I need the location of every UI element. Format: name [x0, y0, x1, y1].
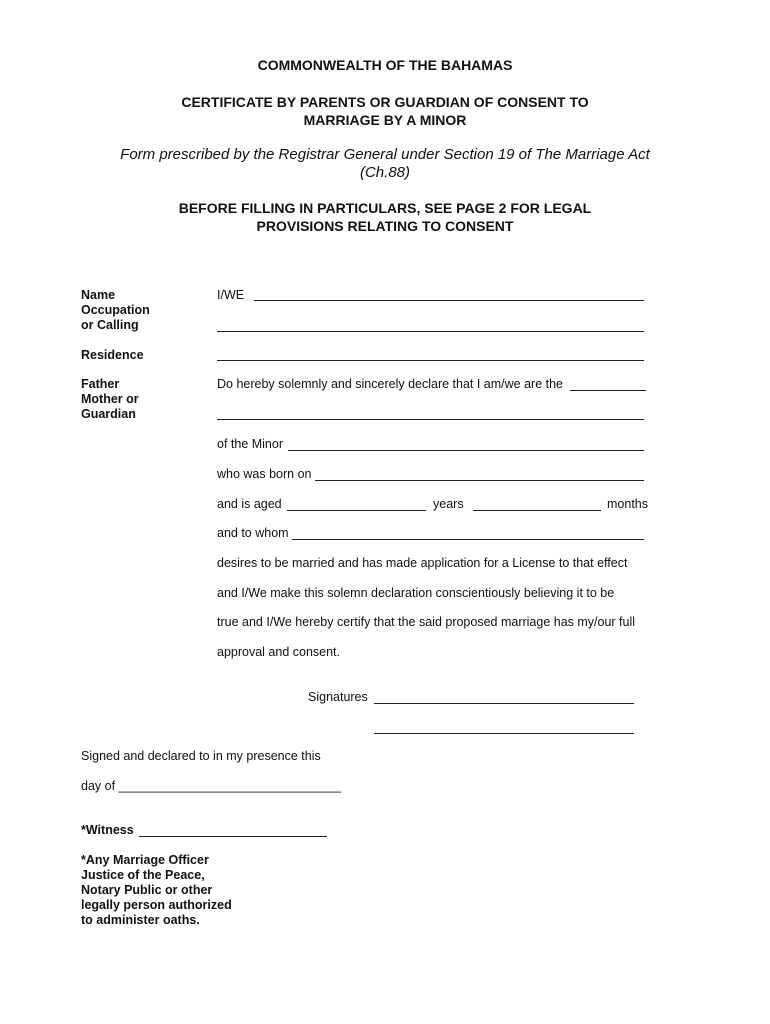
- note-line-1: *Any Marriage Officer: [81, 853, 209, 867]
- minor-name-field[interactable]: [288, 450, 644, 451]
- of-minor-label: of the Minor: [217, 437, 284, 451]
- note-line-4: legally person authorized: [81, 898, 232, 912]
- age-years-field[interactable]: [287, 510, 426, 511]
- declare-text: Do hereby solemnly and sincerely declare that I am/we are the: [217, 377, 564, 391]
- label-occupation: Occupation: [81, 303, 150, 317]
- label-mother: Mother or: [81, 392, 139, 406]
- label-father: Father: [81, 377, 120, 391]
- title-line-2: MARRIAGE BY A MINOR: [303, 112, 467, 128]
- to-whom-field[interactable]: [292, 539, 644, 540]
- para-line-2: and I/We make this solemn declaration conscientiously believing it to be: [217, 586, 615, 600]
- note-line-2: Justice of the Peace,: [81, 868, 205, 882]
- months-label: months: [607, 497, 648, 511]
- years-label: years: [433, 497, 464, 511]
- para-line-3: true and I/We hereby certify that the said proposed marriage has my/our full: [217, 615, 636, 629]
- age-months-field[interactable]: [473, 510, 601, 511]
- signature-field-2[interactable]: [374, 733, 634, 734]
- signature-field-1[interactable]: [374, 703, 634, 704]
- para-line-4: approval and consent.: [217, 645, 341, 659]
- iwe-label: I/WE: [217, 288, 245, 302]
- birth-date-field[interactable]: [315, 480, 644, 481]
- label-calling: or Calling: [81, 318, 139, 332]
- notice-line-1: BEFORE FILLING IN PARTICULARS, SEE PAGE 2 FOR LEGAL: [178, 200, 592, 216]
- to-whom-label: and to whom: [217, 526, 289, 540]
- occupation-field[interactable]: [217, 331, 644, 332]
- note-line-5: to administer oaths.: [81, 913, 200, 927]
- born-on-label: who was born on: [217, 467, 312, 481]
- aged-label: and is aged: [217, 497, 282, 511]
- notice-line-2: PROVISIONS RELATING TO CONSENT: [256, 218, 514, 234]
- note-line-3: Notary Public or other: [81, 883, 213, 897]
- relationship-field[interactable]: [570, 390, 646, 391]
- witness-label: *Witness: [81, 823, 134, 837]
- prescribed-line-2: (Ch.88): [359, 164, 411, 181]
- name-field[interactable]: [254, 300, 644, 301]
- relationship-field-2[interactable]: [217, 419, 644, 420]
- signed-declared-text: Signed and declared to in my presence this: [81, 749, 321, 763]
- label-name: Name: [81, 288, 116, 302]
- country-heading: COMMONWEALTH OF THE BAHAMAS: [257, 57, 513, 73]
- prescribed-line-1: Form prescribed by the Registrar General under Section 19 of The Marriage Act: [120, 146, 650, 163]
- para-line-1: desires to be married and has made application for a License to that effect: [217, 556, 628, 570]
- label-residence: Residence: [81, 348, 144, 362]
- title-line-1: CERTIFICATE BY PARENTS OR GUARDIAN OF CONSENT TO: [181, 94, 589, 110]
- residence-field[interactable]: [217, 360, 644, 361]
- witness-field[interactable]: [139, 836, 327, 837]
- day-of-field[interactable]: day of ________________________________: [81, 779, 341, 793]
- signatures-label: Signatures: [308, 690, 368, 704]
- label-guardian: Guardian: [81, 407, 136, 421]
